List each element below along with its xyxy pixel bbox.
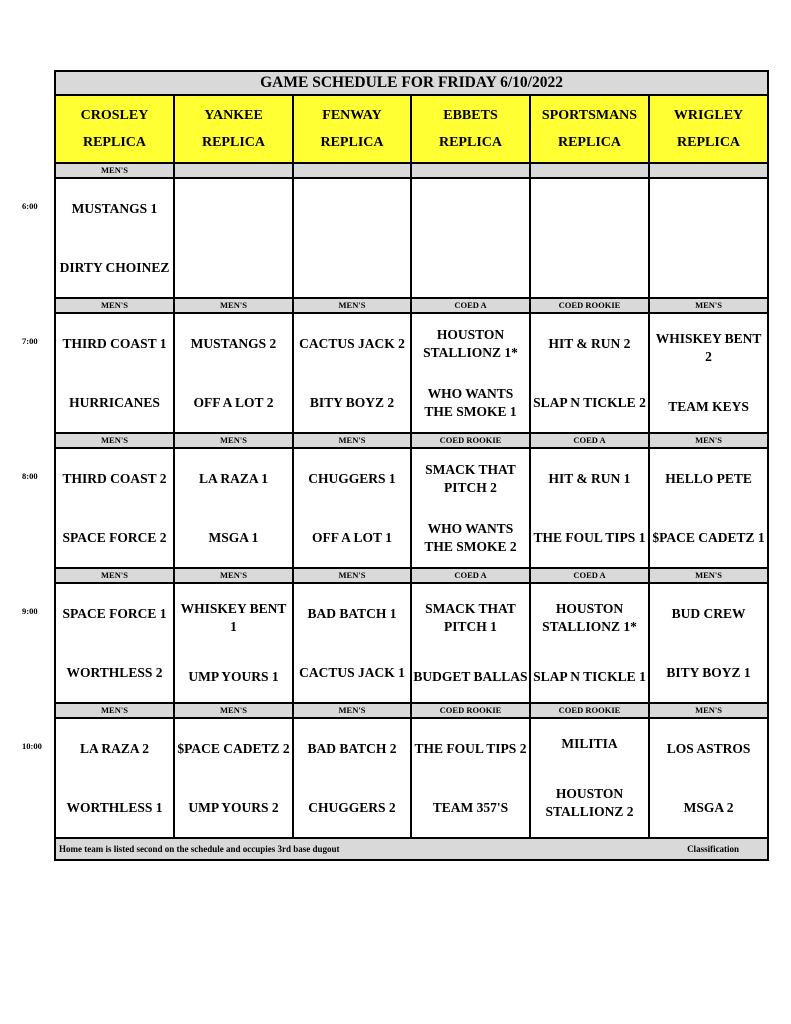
game-cell (411, 448, 530, 568)
classification-cell: MEN'S (55, 298, 174, 313)
time-label: 8:00 (22, 471, 38, 481)
away-team: WHISKEY BENT 2 (655, 331, 762, 364)
away-team: HIT & RUN 2 (548, 335, 631, 351)
classification-cell: MEN'S (649, 703, 768, 718)
home-team: THE FOUL TIPS 1 (533, 529, 646, 545)
classification-cell (174, 163, 293, 178)
classification-cell: MEN'S (55, 703, 174, 718)
classification-cell: COED ROOKIE (411, 433, 530, 448)
away-team: SMACK THAT PITCH 1 (425, 601, 516, 634)
schedule-table (54, 70, 769, 861)
home-team: CHUGGERS 2 (308, 799, 396, 815)
away-team: HIT & RUN 1 (548, 470, 631, 486)
game-cell (530, 448, 649, 568)
away-team: THIRD COAST 1 (62, 335, 167, 351)
classification-cell (649, 163, 768, 178)
footer-bar (55, 838, 768, 860)
field-subtitle: REPLICA (557, 135, 621, 150)
home-team: $PACE CADETZ 1 (652, 529, 765, 545)
footer-legend: Classification (687, 844, 740, 854)
home-team: HURRICANES (69, 394, 160, 410)
classification-cell: COED A (530, 433, 649, 448)
home-team: MSGA 2 (683, 799, 734, 815)
classification-cell: MEN'S (649, 568, 768, 583)
game-cell (649, 718, 768, 838)
game-row (55, 718, 768, 838)
away-team: BAD BATCH 1 (307, 605, 397, 621)
away-team: HOUSTON STALLIONZ 1* (542, 601, 637, 634)
classification-cell: COED A (411, 568, 530, 583)
game-cell (55, 583, 174, 703)
classification-row (55, 568, 768, 583)
classification-row (55, 703, 768, 718)
classification-cell: COED A (411, 298, 530, 313)
game-cell (649, 313, 768, 433)
field-header-yankee (174, 95, 293, 163)
field-name: YANKEE (204, 108, 263, 123)
field-subtitle: REPLICA (201, 135, 265, 150)
game-cell (530, 178, 649, 298)
home-team: BUDGET BALLAS (413, 669, 528, 684)
classification-cell: COED ROOKIE (411, 703, 530, 718)
game-row (55, 178, 768, 298)
field-name: WRIGLEY (673, 108, 744, 123)
away-team: CHUGGERS 1 (308, 470, 396, 486)
field-header-wrigley (649, 95, 768, 163)
classification-cell: MEN'S (293, 703, 411, 718)
game-row (55, 583, 768, 703)
field-header-fenway (293, 95, 411, 163)
schedule-title: GAME SCHEDULE FOR FRIDAY 6/10/2022 (55, 71, 768, 95)
away-team: LOS ASTROS (666, 740, 751, 756)
game-cell (174, 583, 293, 703)
home-team: WORTHLESS 1 (66, 799, 163, 815)
field-name: EBBETS (443, 108, 498, 123)
game-cell (293, 718, 411, 838)
game-cell (293, 583, 411, 703)
classification-cell: MEN'S (174, 433, 293, 448)
game-cell (174, 448, 293, 568)
game-cell (530, 583, 649, 703)
game-cell (55, 718, 174, 838)
field-name: SPORTSMANS (541, 108, 638, 123)
field-header-sportsmans (530, 95, 649, 163)
classification-cell: COED ROOKIE (530, 703, 649, 718)
home-team: SLAP N TICKLE 1 (533, 669, 646, 684)
game-cell (649, 178, 768, 298)
time-label: 10:00 (22, 741, 42, 751)
game-cell (293, 448, 411, 568)
away-team: THIRD COAST 2 (62, 470, 167, 486)
classification-cell: COED A (530, 568, 649, 583)
game-cell (411, 718, 530, 838)
field-subtitle: REPLICA (677, 135, 741, 150)
game-cell (293, 313, 411, 433)
field-name: CROSLEY (80, 108, 149, 123)
away-team: MUSTANGS 1 (71, 200, 158, 216)
field-subtitle: REPLICA (438, 135, 502, 150)
field-name: FENWAY (322, 108, 382, 123)
away-team: THE FOUL TIPS 2 (414, 740, 527, 756)
classification-cell (411, 163, 530, 178)
home-team: MSGA 1 (208, 529, 259, 545)
away-team: MUSTANGS 2 (190, 335, 277, 351)
home-team: TEAM KEYS (668, 399, 749, 414)
classification-cell: COED ROOKIE (530, 298, 649, 313)
away-team: CACTUS JACK 2 (299, 335, 405, 351)
game-cell (293, 178, 411, 298)
home-team: UMP YOURS 1 (188, 669, 279, 684)
footer-note: Home team is listed second on the schedule and occupies 3rd base dugout (59, 844, 340, 854)
home-team: OFF A LOT 2 (193, 394, 274, 410)
home-team: OFF A LOT 1 (312, 529, 392, 545)
game-row (55, 313, 768, 433)
classification-cell: MEN'S (55, 163, 174, 178)
schedule-sheet (54, 70, 767, 861)
home-team: SLAP N TICKLE 2 (533, 394, 646, 410)
game-cell (411, 178, 530, 298)
home-team: BITY BOYZ 2 (309, 394, 395, 410)
home-team: WORTHLESS 2 (66, 664, 163, 680)
game-cell (174, 313, 293, 433)
game-row (55, 448, 768, 568)
away-team: HOUSTON STALLIONZ 1* (423, 326, 518, 360)
classification-row (55, 298, 768, 313)
field-subtitle: REPLICA (82, 135, 146, 150)
classification-cell: MEN'S (174, 568, 293, 583)
home-team: WHO WANTS THE SMOKE 1 (424, 385, 517, 419)
game-cell (530, 313, 649, 433)
game-cell (55, 313, 174, 433)
game-cell (55, 178, 174, 298)
classification-cell: MEN'S (55, 568, 174, 583)
time-label: 9:00 (22, 606, 38, 616)
game-cell (174, 178, 293, 298)
away-team: MILITIA (561, 736, 618, 751)
classification-row (55, 433, 768, 448)
classification-cell: MEN'S (55, 433, 174, 448)
home-team: CACTUS JACK 1 (299, 664, 405, 680)
home-team: UMP YOURS 2 (188, 799, 279, 815)
time-label: 7:00 (22, 336, 38, 346)
classification-cell: MEN'S (174, 703, 293, 718)
classification-cell (530, 163, 649, 178)
away-team: SPACE FORCE 1 (62, 605, 167, 621)
home-team: TEAM 357'S (432, 799, 509, 815)
away-team: BUD CREW (671, 605, 746, 621)
away-team: WHISKEY BENT 1 (180, 601, 287, 634)
classification-cell: MEN'S (293, 298, 411, 313)
away-team: SMACK THAT PITCH 2 (425, 461, 516, 495)
classification-cell: MEN'S (649, 433, 768, 448)
time-label: 6:00 (22, 201, 38, 211)
classification-cell: MEN'S (649, 298, 768, 313)
home-team: HOUSTON STALLIONZ 2 (545, 786, 634, 819)
game-cell (174, 718, 293, 838)
home-team: DIRTY CHOINEZ (59, 259, 170, 275)
away-team: HELLO PETE (665, 470, 752, 486)
home-team: BITY BOYZ 1 (666, 664, 751, 680)
away-team: $PACE CADETZ 2 (177, 740, 290, 756)
classification-cell (293, 163, 411, 178)
game-cell (411, 313, 530, 433)
game-cell (55, 448, 174, 568)
classification-cell: MEN'S (293, 433, 411, 448)
home-team: WHO WANTS THE SMOKE 2 (424, 520, 517, 554)
away-team: LA RAZA 2 (79, 740, 150, 756)
classification-cell: MEN'S (293, 568, 411, 583)
field-header-ebbets (411, 95, 530, 163)
game-cell (530, 718, 649, 838)
game-cell (649, 583, 768, 703)
classification-row (55, 163, 768, 178)
field-subtitle: REPLICA (320, 135, 384, 150)
field-header-crosley (55, 95, 174, 163)
home-team: SPACE FORCE 2 (62, 529, 167, 545)
away-team: LA RAZA 1 (198, 470, 269, 486)
classification-cell: MEN'S (174, 298, 293, 313)
away-team: BAD BATCH 2 (307, 740, 397, 756)
game-cell (649, 448, 768, 568)
game-cell (411, 583, 530, 703)
